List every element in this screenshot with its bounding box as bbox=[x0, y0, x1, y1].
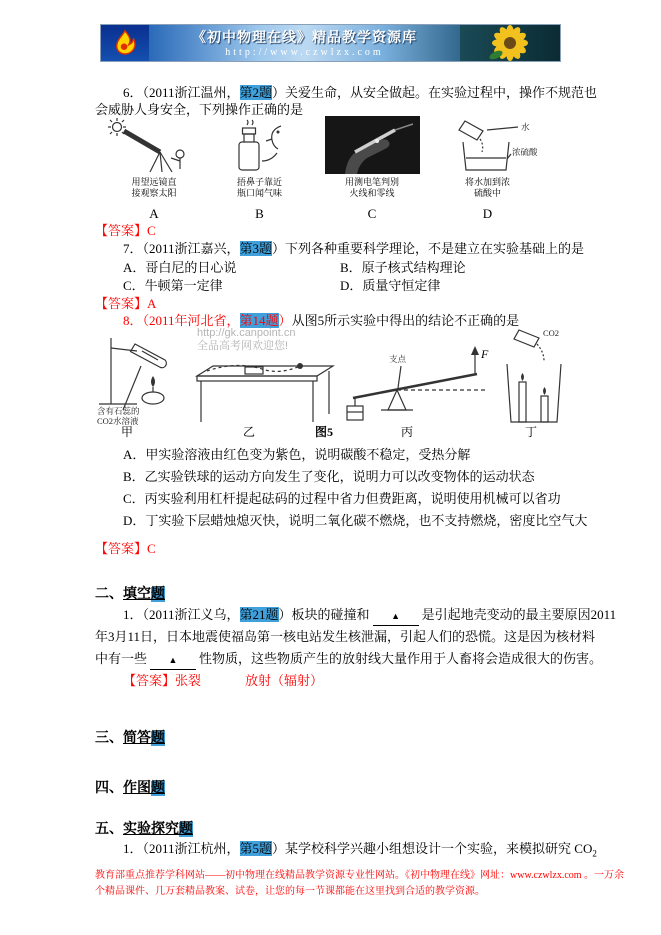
section5-word: 实验探究 bbox=[123, 822, 179, 837]
q6-text-line1 bbox=[123, 84, 597, 101]
flame-torch-icon bbox=[111, 28, 139, 58]
q7-citation: 7．（2011浙江嘉兴， bbox=[123, 241, 240, 256]
q6-citation-highlight: 第2题 bbox=[239, 85, 273, 100]
jia-solution-label-line2: CO2水溶液 bbox=[97, 416, 139, 426]
banner-text-area bbox=[149, 25, 460, 61]
fill1-answer-part2: 放射（辐射） bbox=[245, 673, 324, 688]
experiment-jia-drawing bbox=[99, 338, 166, 410]
q6-caption-c bbox=[345, 177, 399, 199]
q8-citation-close: ） bbox=[278, 313, 292, 328]
site-logo bbox=[101, 25, 149, 61]
q8-stem: 从图5所示实验中得出的结论不正确的是 bbox=[291, 313, 520, 328]
q6-caption-c-line1: 用测电笔判别 bbox=[344, 177, 399, 187]
exp1-citation: 1．（2011浙江杭州， bbox=[123, 841, 240, 856]
q7-option-a: A．哥白尼的日心说 bbox=[123, 260, 237, 275]
fill1-line1 bbox=[123, 606, 616, 626]
section4-number: 四、 bbox=[95, 781, 123, 796]
watermark bbox=[197, 327, 295, 353]
banner-url: http://www.czwlzx.com bbox=[225, 47, 384, 58]
q6-option-c-figure bbox=[322, 116, 422, 222]
fill1-text-c: 中有一些 bbox=[95, 651, 148, 666]
q7-stem: ）下列各种重要科学理论，不是建立在实验基础上的是 bbox=[272, 241, 585, 256]
fill1-blank2 bbox=[150, 650, 196, 670]
section4-word: 作图 bbox=[123, 781, 151, 796]
fill1-blank1-mark: ▲ bbox=[391, 611, 401, 621]
q6-letter-a: A bbox=[149, 206, 159, 221]
q7-option-b: B．原子核式结构理论 bbox=[340, 260, 466, 275]
q6-caption-a-line2: 接观察太阳 bbox=[131, 188, 177, 198]
q6-caption-a-line1: 用望远镜直 bbox=[131, 177, 177, 187]
fulcrum-label: 支点 bbox=[389, 354, 407, 364]
section2-word: 填空 bbox=[123, 587, 151, 602]
section5-title bbox=[95, 818, 193, 838]
q6-caption-d-line2: 硫酸中 bbox=[473, 188, 501, 198]
figure5-illustration bbox=[95, 324, 565, 438]
section3-word-highlight: 题 bbox=[151, 731, 165, 746]
exp1-co2-subscript: 2 bbox=[592, 848, 597, 859]
figure5-jia-letter: 甲 bbox=[121, 425, 134, 438]
q6-caption-c-line2: 火线和零线 bbox=[349, 188, 395, 198]
q7-answer: 【答案】A bbox=[95, 296, 157, 311]
section2-word-highlight: 题 bbox=[151, 587, 165, 602]
q7-citation-highlight: 第3题 bbox=[239, 241, 273, 256]
experiment-ding-drawing bbox=[507, 330, 561, 422]
exp1-text bbox=[123, 840, 597, 863]
label-water: 水 bbox=[521, 122, 530, 132]
q6-letter-c: C bbox=[367, 206, 377, 221]
q6-caption-d-line1: 将水加到浓 bbox=[464, 177, 510, 187]
sunflower-icon bbox=[475, 25, 545, 61]
q8-answer: 【答案】C bbox=[95, 541, 156, 556]
fill1-text-b: 是引起地壳变动的最主要原因2011 bbox=[421, 607, 617, 622]
q8-citation-highlight: 第14题 bbox=[239, 313, 279, 328]
section2-number: 二、 bbox=[95, 587, 123, 602]
fill1-blank1 bbox=[373, 606, 419, 626]
telescope-illustration bbox=[104, 116, 204, 174]
section2-title bbox=[95, 583, 165, 603]
q8-option-d: D．丁实验下层蜡烛熄灭快，说明二氧化碳不燃烧，也不支持燃烧，密度比空气大 bbox=[123, 513, 588, 528]
q6-option-d-figure bbox=[430, 116, 545, 222]
fill1-answer bbox=[123, 672, 323, 689]
figure5-bing-letter: 丙 bbox=[401, 425, 414, 438]
fill1-blank2-mark: ▲ bbox=[168, 655, 178, 665]
banner-title: 《初中物理在线》精品教学资源库 bbox=[192, 31, 417, 46]
gas-label: CO2 bbox=[543, 328, 560, 338]
q6-option-b-figure bbox=[212, 116, 307, 222]
fill1-citation: 1．（2011浙江义乌， bbox=[123, 607, 240, 622]
figure5-caption: 图5 bbox=[315, 425, 334, 438]
experiment-yi-drawing bbox=[197, 363, 333, 422]
fill1-citation-highlight: 第21题 bbox=[239, 607, 279, 622]
q6-caption-b-line2: 瓶口闻气味 bbox=[236, 188, 282, 198]
footer-line2: 个精品课件、几万套精品教案、试卷，让您的每一节课都能在这里找到合适的教学资源。 bbox=[95, 886, 485, 897]
q8-option-a: A．甲实验溶液由红色变为紫色，说明碳酸不稳定，受热分解 bbox=[123, 447, 471, 462]
q6-caption-b-line1: 捂鼻子靠近 bbox=[236, 177, 282, 187]
q8-option-b: B．乙实验铁球的运动方向发生了变化，说明力可以改变物体的运动状态 bbox=[123, 469, 535, 484]
q6-caption-a bbox=[131, 177, 176, 199]
section5-word-highlight: 题 bbox=[179, 822, 193, 837]
test-pen-photo-illustration bbox=[325, 116, 420, 174]
watermark-slogan: 全品高考网欢迎您! bbox=[197, 340, 289, 352]
q7-option-d: D．质量守恒定律 bbox=[340, 278, 441, 293]
site-banner bbox=[100, 24, 561, 62]
q6-answer: 【答案】C bbox=[95, 223, 156, 238]
section5-number: 五、 bbox=[95, 822, 123, 837]
fill1-answer-part1: 【答案】张裂 bbox=[123, 673, 202, 688]
fill1-text-a: ）板块的碰撞和 bbox=[278, 607, 370, 622]
q7-text bbox=[123, 240, 584, 257]
section3-number: 三、 bbox=[95, 731, 123, 746]
section4-title bbox=[95, 777, 165, 797]
section3-word: 简答 bbox=[123, 731, 151, 746]
q6-text-line2: 会威胁人身安全，下列操作正确的是 bbox=[95, 102, 304, 117]
smelling-bottle-illustration bbox=[217, 116, 302, 174]
exp1-stem: ）某学校科学兴趣小组想设计一个实验，来模拟研究 CO bbox=[272, 841, 593, 856]
q8-citation: 8．（2011年河北省， bbox=[123, 313, 240, 328]
section4-word-highlight: 题 bbox=[151, 781, 165, 796]
force-label: F bbox=[481, 347, 489, 361]
banner-flower-area bbox=[460, 25, 560, 61]
acid-beaker-illustration bbox=[435, 116, 540, 174]
jia-solution-label-line1: 含有石蕊的 bbox=[97, 406, 140, 416]
figure5-yi-letter: 乙 bbox=[243, 425, 256, 438]
fill1-text-d: 性物质，这些物质产生的放射线大量作用于人畜将会造成很大的伤害。 bbox=[199, 651, 603, 666]
watermark-url: http://gk.canpoint.cn bbox=[197, 327, 296, 339]
q6-letter-d: D bbox=[482, 206, 493, 221]
q6-stem: ）关爱生命，从安全做起。在实验过程中，操作不规范也 bbox=[272, 85, 598, 100]
q6-caption-d bbox=[465, 177, 510, 199]
experiment-bing-drawing bbox=[347, 346, 487, 420]
figure5-ding-letter: 丁 bbox=[525, 425, 538, 438]
q6-citation: 6．（2011浙江温州， bbox=[123, 85, 240, 100]
section3-title bbox=[95, 727, 165, 747]
exp1-citation-highlight: 第5题 bbox=[239, 841, 273, 856]
q8-option-c: C．丙实验利用杠杆提起砝码的过程中省力但费距离，说明使用机械可以省功 bbox=[123, 491, 561, 506]
q6-caption-b bbox=[237, 177, 282, 199]
q7-option-c: C．牛顿第一定律 bbox=[123, 278, 223, 293]
footer-line1: 教育部重点推荐学科网站——初中物理在线精品教学资源专业性网站。《初中物理在线》网址：www.czwlzx.com 。一万余 bbox=[95, 870, 625, 881]
q6-letter-b: B bbox=[255, 206, 264, 221]
label-acid: 浓硫酸 bbox=[512, 147, 538, 157]
fill1-line3 bbox=[95, 650, 602, 670]
q6-option-a-figure bbox=[100, 116, 208, 222]
fill1-line2: 年3月11日，日本地震使福岛第一核电站发生核泄漏，引起人们的恐慌。这是因为核材料 bbox=[95, 629, 596, 644]
